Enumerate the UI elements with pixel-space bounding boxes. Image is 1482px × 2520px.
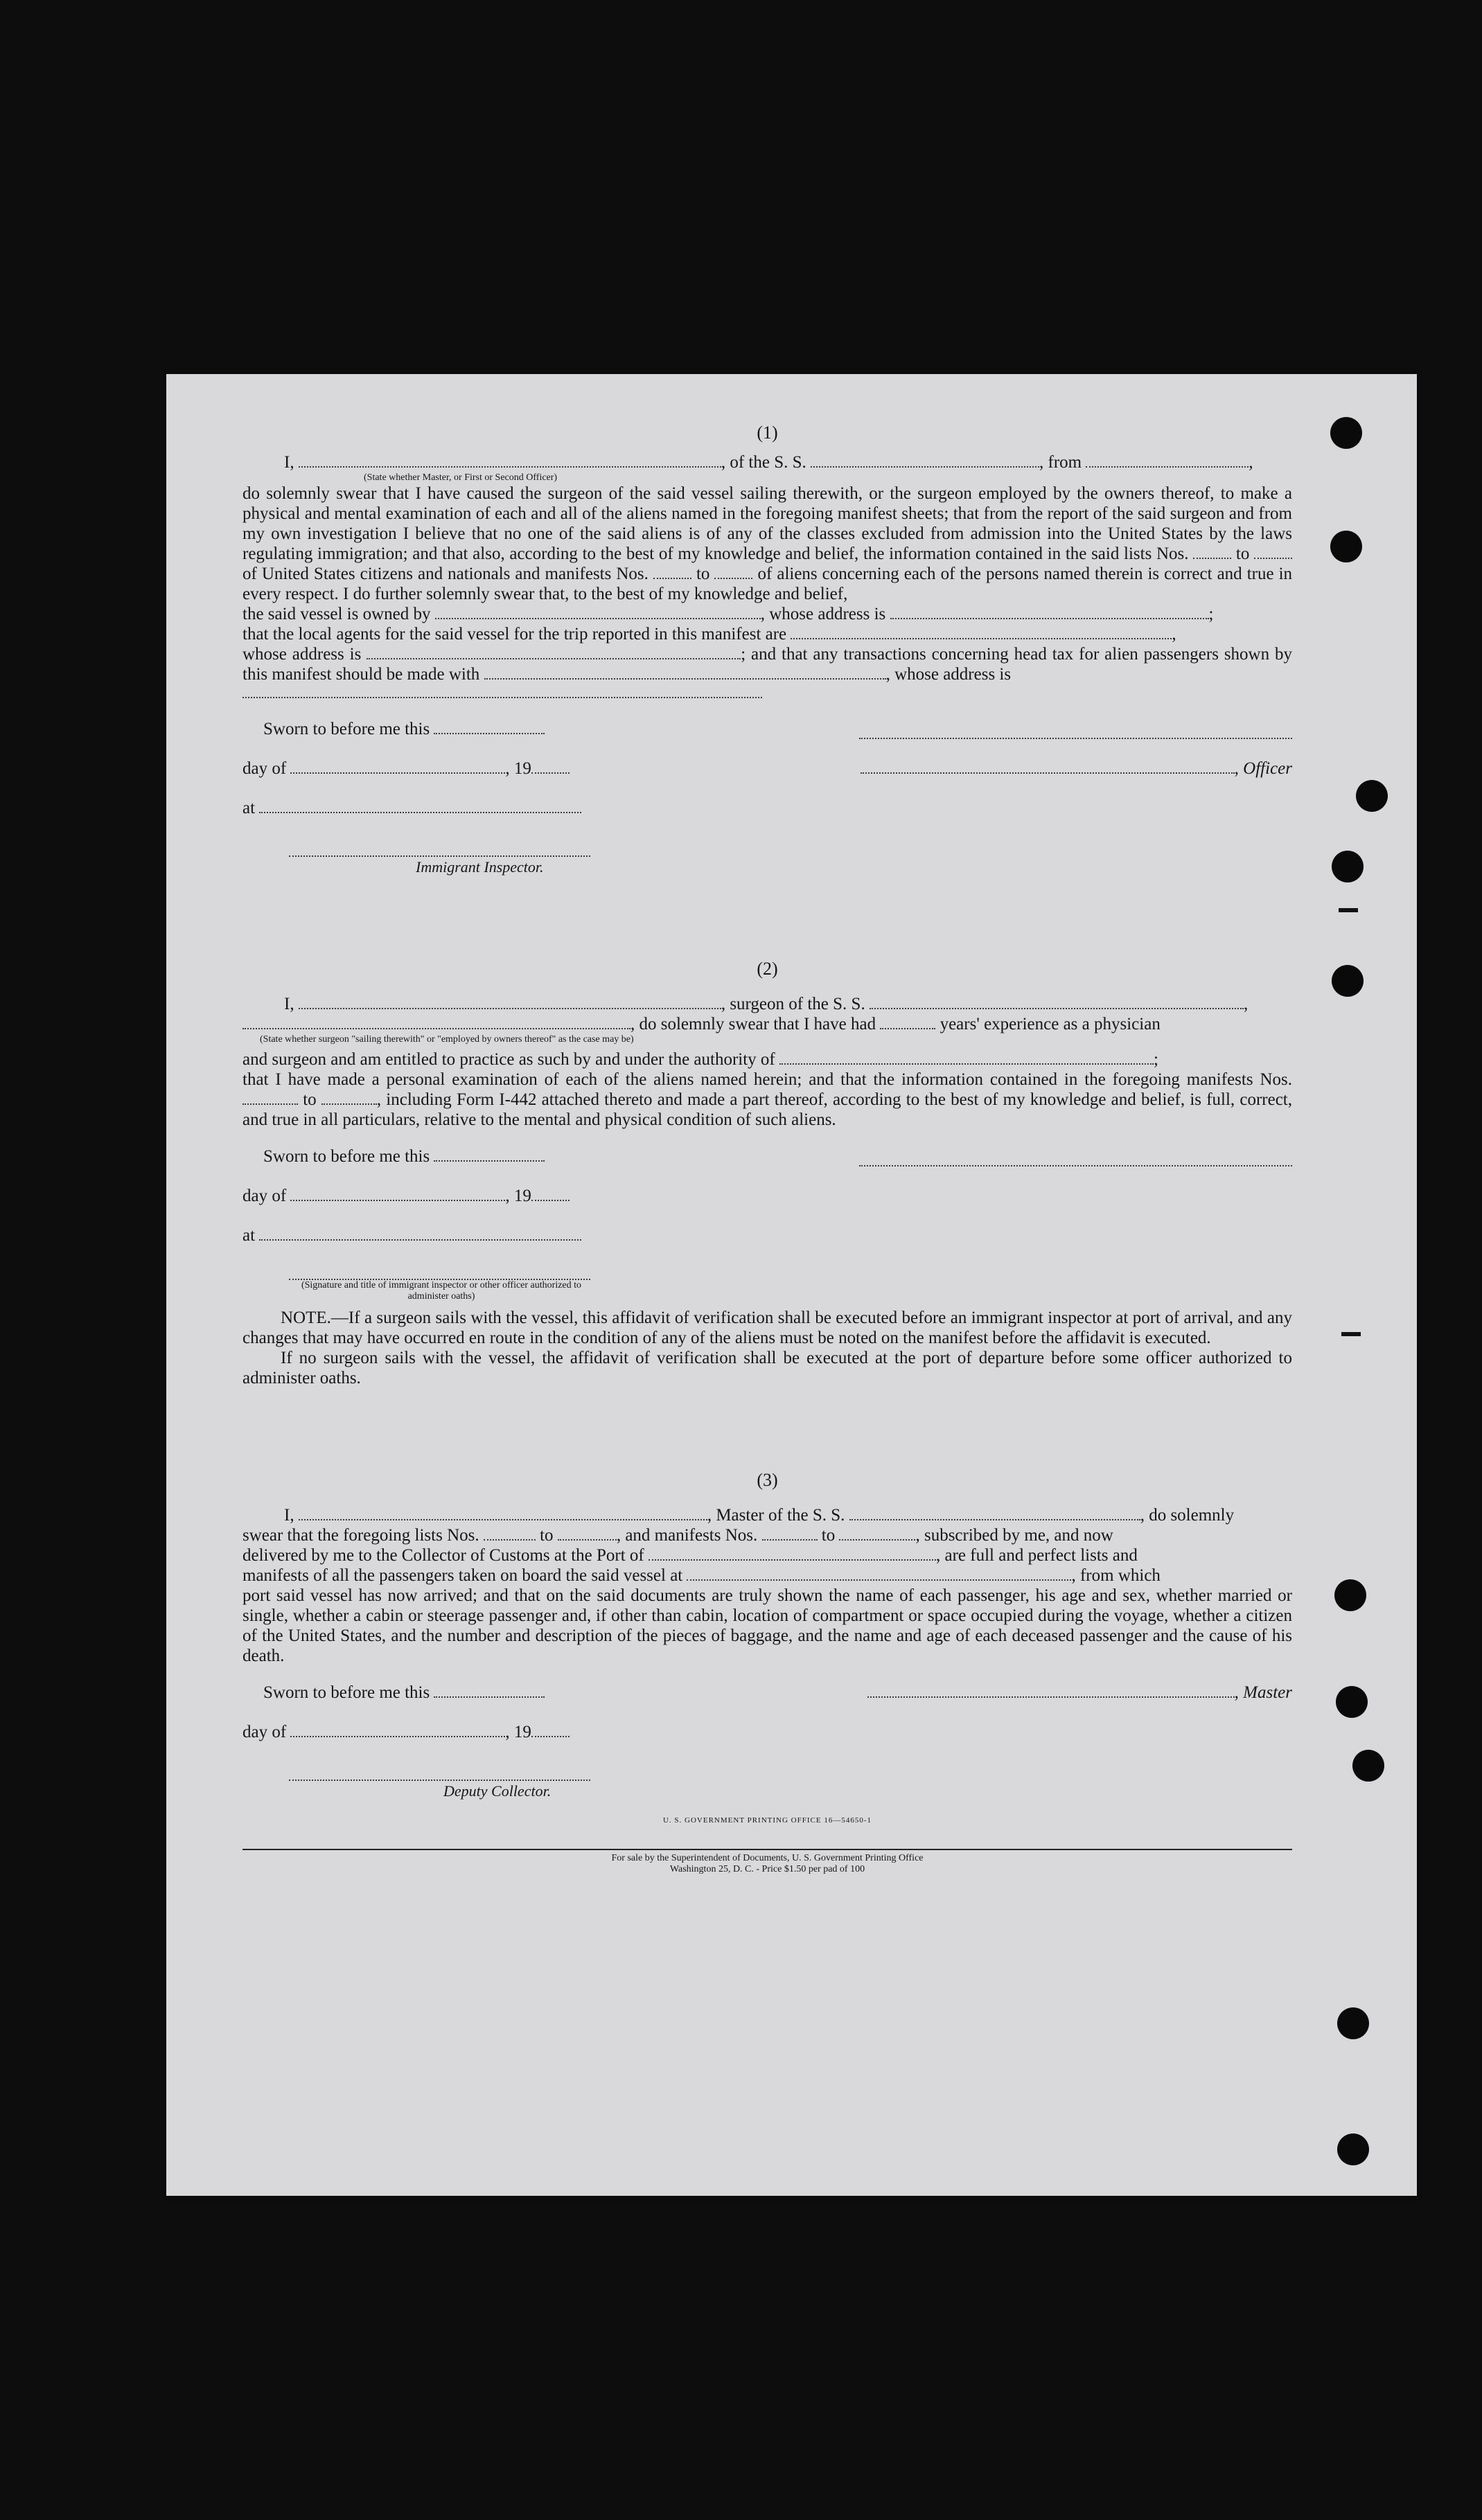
lists-from-field[interactable] — [484, 1527, 536, 1541]
deputy-signature-field[interactable] — [289, 1767, 590, 1781]
lists-line — [242, 1525, 1292, 1545]
label-delivered: delivered by me to the Collector of Customs at the Port of — [242, 1546, 644, 1565]
oath-text: of aliens concerning each of the persons named therein is correct and true in every respect. I do further solemnly swear that, to the best of my knowledge and belief, — [242, 565, 1293, 603]
label-address: whose address is — [242, 645, 362, 664]
affidavit-section-1 — [242, 423, 1292, 877]
month-field[interactable] — [290, 1187, 505, 1201]
note-text: —If a surgeon sails with the vessel, this affidavit of verification shall be executed before an immigrant inspector at port of arrival, and any changes that may have occurred en route in the condition of any of the aliens must be noted on the manifest before the affidavit is executed. — [242, 1308, 1292, 1347]
sale-notice-1: For sale by the Superintendent of Documents, U. S. Government Printing Office — [611, 1853, 924, 1863]
comma: , — [1249, 453, 1253, 472]
label-experience: years' experience as a physician — [940, 1015, 1161, 1033]
binder-hole — [1330, 531, 1362, 562]
label-year: , 19 — [505, 1187, 531, 1205]
label-day-of: day of — [242, 1723, 287, 1741]
label-to: to — [540, 1526, 554, 1545]
label-and-manifests: , and manifests Nos. — [616, 1526, 758, 1545]
binder-hole — [1332, 851, 1364, 882]
year-field[interactable] — [531, 760, 570, 774]
head-tax-paragraph — [242, 644, 1292, 684]
binder-hole — [1334, 1579, 1366, 1611]
footer-rule — [242, 1849, 1292, 1850]
owner-line — [242, 604, 1292, 624]
authority-line — [242, 1049, 1292, 1070]
day-block — [242, 758, 570, 779]
sworn-day-field[interactable] — [434, 720, 545, 734]
comma: , — [1243, 995, 1249, 1013]
label-to: to — [1235, 544, 1250, 563]
label-day-of: day of — [242, 1187, 287, 1205]
field-note: (State whether Master, or First or Second Officer) — [364, 472, 558, 483]
month-field[interactable] — [290, 760, 505, 774]
manifests-to-field[interactable] — [714, 565, 752, 579]
officer-name-field[interactable] — [861, 760, 1235, 774]
inspector-caption: Immigrant Inspector. — [416, 858, 544, 876]
place-field[interactable] — [259, 799, 581, 813]
label-subscribed: , subscribed by me, and now — [915, 1526, 1113, 1545]
master-signature — [867, 1683, 1292, 1703]
authority-field[interactable] — [779, 1051, 1154, 1065]
head-tax-address-field[interactable] — [242, 684, 762, 698]
sworn-day-field[interactable] — [434, 1684, 545, 1698]
note-label: NOTE. — [281, 1308, 331, 1327]
gpo-imprint: U. S. GOVERNMENT PRINTING OFFICE 16—54650-1 — [662, 1816, 872, 1825]
label-year: , 19 — [505, 1723, 531, 1741]
surgeon-line — [242, 994, 1292, 1014]
surgeon-signature-field[interactable] — [859, 1153, 1292, 1166]
form-content — [242, 423, 1292, 1875]
form-page — [166, 374, 1417, 2196]
label-sworn: Sworn to before me this — [263, 1147, 430, 1166]
master-signature-field[interactable] — [867, 1684, 1235, 1698]
affiant-name-field[interactable] — [299, 454, 721, 468]
margin-mark — [1341, 1332, 1361, 1336]
head-tax-text: ; and that any transactions concerning head tax for alien passengers shown by this manifest should be made with — [242, 645, 1293, 684]
examination-text: , including Form I-442 attached thereto and made a part thereof, according to the best of my knowledge and belief, is full, correct, and true in all particulars, relative to the mental and physical condition of such aliens. — [242, 1090, 1293, 1129]
label-at: at — [242, 799, 256, 817]
lists-to-field[interactable] — [558, 1527, 617, 1541]
label-day-of: day of — [242, 759, 287, 778]
oath-text: of United States citizens and nationals and manifests Nos. — [242, 565, 649, 583]
label-address: , whose address is — [885, 665, 1012, 684]
field-note: (State whether surgeon "sailing therewith" or "employed by owners thereof" as the case may be) — [260, 1034, 634, 1045]
sale-notice-2: Washington 25, D. C. - Price $1.50 per pad of 100 — [669, 1864, 865, 1874]
label-master-of: , Master of the S. S. — [707, 1506, 845, 1525]
comma: , — [1172, 625, 1176, 644]
label-surgeon-of: , surgeon of the S. S. — [721, 995, 865, 1013]
label-from-which: , from which — [1071, 1566, 1161, 1585]
vessel-name-field[interactable] — [849, 1507, 1140, 1520]
inspector-signature-field[interactable] — [289, 1266, 590, 1280]
sworn-row — [242, 1146, 1292, 1166]
note-text: If no surgeon sails with the vessel, the affidavit of verification shall be executed at the port of departure before some officer authorized to administer oaths. — [242, 1349, 1292, 1387]
binder-hole — [1356, 780, 1388, 812]
note-paragraph-2 — [242, 1348, 1292, 1388]
head-tax-party-field[interactable] — [484, 666, 886, 680]
label-full-lists: , are full and perfect lists and — [936, 1546, 1138, 1565]
examination-text: that I have made a personal examination of each of the aliens named herein; and that the information contained in the foregoing manifests Nos. — [242, 1070, 1292, 1089]
binder-hole — [1337, 2007, 1369, 2039]
binder-hole — [1332, 965, 1364, 997]
label-swear: swear that the foregoing lists Nos. — [242, 1526, 479, 1545]
label-authority: and surgeon and am entitled to practice as such by and under the authority of — [242, 1050, 775, 1069]
section-number: (2) — [757, 959, 778, 979]
deputy-caption: Deputy Collector. — [443, 1782, 552, 1800]
master-name-field[interactable] — [299, 1507, 707, 1520]
examination-paragraph — [242, 1070, 1292, 1130]
semicolon: ; — [1154, 1050, 1158, 1069]
label-manifests-all: manifests of all the passengers taken on board the said vessel at — [242, 1566, 683, 1585]
label-owned-by: the said vessel is owned by — [242, 605, 431, 623]
section-number: (3) — [757, 1470, 778, 1490]
at-row — [242, 798, 1292, 818]
label-to: to — [696, 565, 710, 583]
label-i: I, — [284, 1506, 294, 1525]
label-agents: that the local agents for the said vessel for the trip reported in this manifest are — [242, 625, 787, 644]
label-to: to — [821, 1526, 836, 1545]
manifests-from-field[interactable] — [242, 1091, 298, 1105]
day-row — [242, 1186, 1292, 1206]
sworn-block — [242, 1683, 545, 1703]
label-sworn: Sworn to before me this — [263, 720, 430, 738]
day-row — [242, 1722, 1292, 1742]
vessel-name-field[interactable] — [870, 995, 1244, 1009]
affidavit-section-3 — [242, 1470, 1292, 1801]
sworn-day-field[interactable] — [434, 1148, 545, 1162]
inspector-signature-field[interactable] — [289, 843, 590, 857]
manifests-from-field[interactable] — [653, 565, 691, 579]
binder-hole — [1336, 1686, 1368, 1718]
owner-address-field[interactable] — [890, 605, 1209, 619]
label-i: I, — [284, 995, 294, 1013]
place-field[interactable] — [259, 1227, 581, 1241]
from-field[interactable] — [1086, 454, 1249, 468]
years-field[interactable] — [880, 1015, 935, 1029]
label-sworn: Sworn to before me this — [263, 1683, 430, 1702]
month-field[interactable] — [290, 1723, 505, 1737]
section-number: (1) — [757, 423, 778, 443]
semicolon: ; — [1208, 605, 1214, 623]
label-officer: , Officer — [1234, 759, 1292, 778]
boarding-port-field[interactable] — [687, 1567, 1071, 1581]
lists-from-field[interactable] — [1193, 545, 1231, 559]
agents-address-field[interactable] — [367, 646, 741, 659]
sworn-block — [242, 719, 545, 739]
label-at: at — [242, 1226, 256, 1245]
affiant-line — [242, 452, 1292, 472]
label-year: , 19 — [505, 759, 531, 778]
oath-paragraph — [242, 483, 1292, 604]
label-swear: , do solemnly swear that I have had — [630, 1015, 876, 1033]
label-address: , whose address is — [760, 605, 886, 623]
officer-title — [861, 758, 1292, 779]
label-ss: , of the S. S. — [721, 453, 806, 472]
label-solemnly: , do solemnly — [1140, 1506, 1235, 1525]
note-paragraph — [242, 1308, 1292, 1348]
agents-line — [242, 624, 1292, 644]
port-field[interactable] — [649, 1547, 936, 1561]
signature-caption: (Signature and title of immigrant inspector or other officer authorized to administer oaths) — [301, 1280, 582, 1302]
owner-field[interactable] — [435, 605, 761, 619]
binder-hole — [1330, 417, 1362, 449]
manifests-from-field[interactable] — [762, 1527, 818, 1541]
label-i: I, — [284, 453, 294, 472]
arrival-paragraph: port said vessel has now arrived; and that on the said documents are truly shown the name of each passenger, his age and sex, whether married or single, whether a cabin or steerage passenger and, if other than cabin, location of compartment or space occupied during the voyage, whether a citizen of the United States, and the number and description of the pieces of baggage, and the name and age of each deceased passenger and the cause of his death. — [242, 1586, 1292, 1665]
surgeon-status-field[interactable] — [242, 1015, 630, 1029]
sworn-row — [242, 1683, 1292, 1703]
label-from: , from — [1039, 453, 1082, 472]
surgeon-name-field[interactable] — [299, 995, 721, 1009]
vessel-name-field[interactable] — [811, 454, 1039, 468]
sworn-block — [242, 1146, 545, 1166]
margin-mark — [1339, 908, 1358, 912]
agents-field[interactable] — [791, 625, 1172, 639]
label-to: to — [303, 1090, 317, 1109]
affidavit-section-2 — [242, 959, 1292, 1388]
year-field[interactable] — [531, 1187, 570, 1201]
day-row — [242, 758, 1292, 779]
officer-signature-field[interactable] — [859, 725, 1292, 739]
manifests-to-field[interactable] — [839, 1527, 915, 1541]
lists-to-field[interactable] — [1254, 545, 1292, 559]
port-line — [242, 1545, 1292, 1565]
experience-line — [242, 1014, 1292, 1034]
boarding-line — [242, 1565, 1292, 1586]
sworn-row — [242, 719, 1292, 739]
binder-hole — [1352, 1750, 1384, 1782]
binder-hole — [1337, 2133, 1369, 2165]
manifests-to-field[interactable] — [321, 1091, 377, 1105]
oath-text: do solemnly swear that I have caused the surgeon of the said vessel sailing therewith, or the surgeon employed by the owners thereof, to make a physical and mental examination of each and all of the aliens named in the foregoing manifest sheets; that from the report of the said surgeon and from my own investigation I believe that no one of the said aliens is of any of the classes excluded from admission into the United States by the laws regulating immigration; and that also, according to the best of my knowledge and belief, the information contained in the said lists Nos. — [242, 484, 1292, 563]
year-field[interactable] — [531, 1723, 570, 1737]
label-master: , Master — [1234, 1683, 1292, 1702]
at-row — [242, 1225, 1292, 1245]
master-line — [242, 1505, 1292, 1525]
